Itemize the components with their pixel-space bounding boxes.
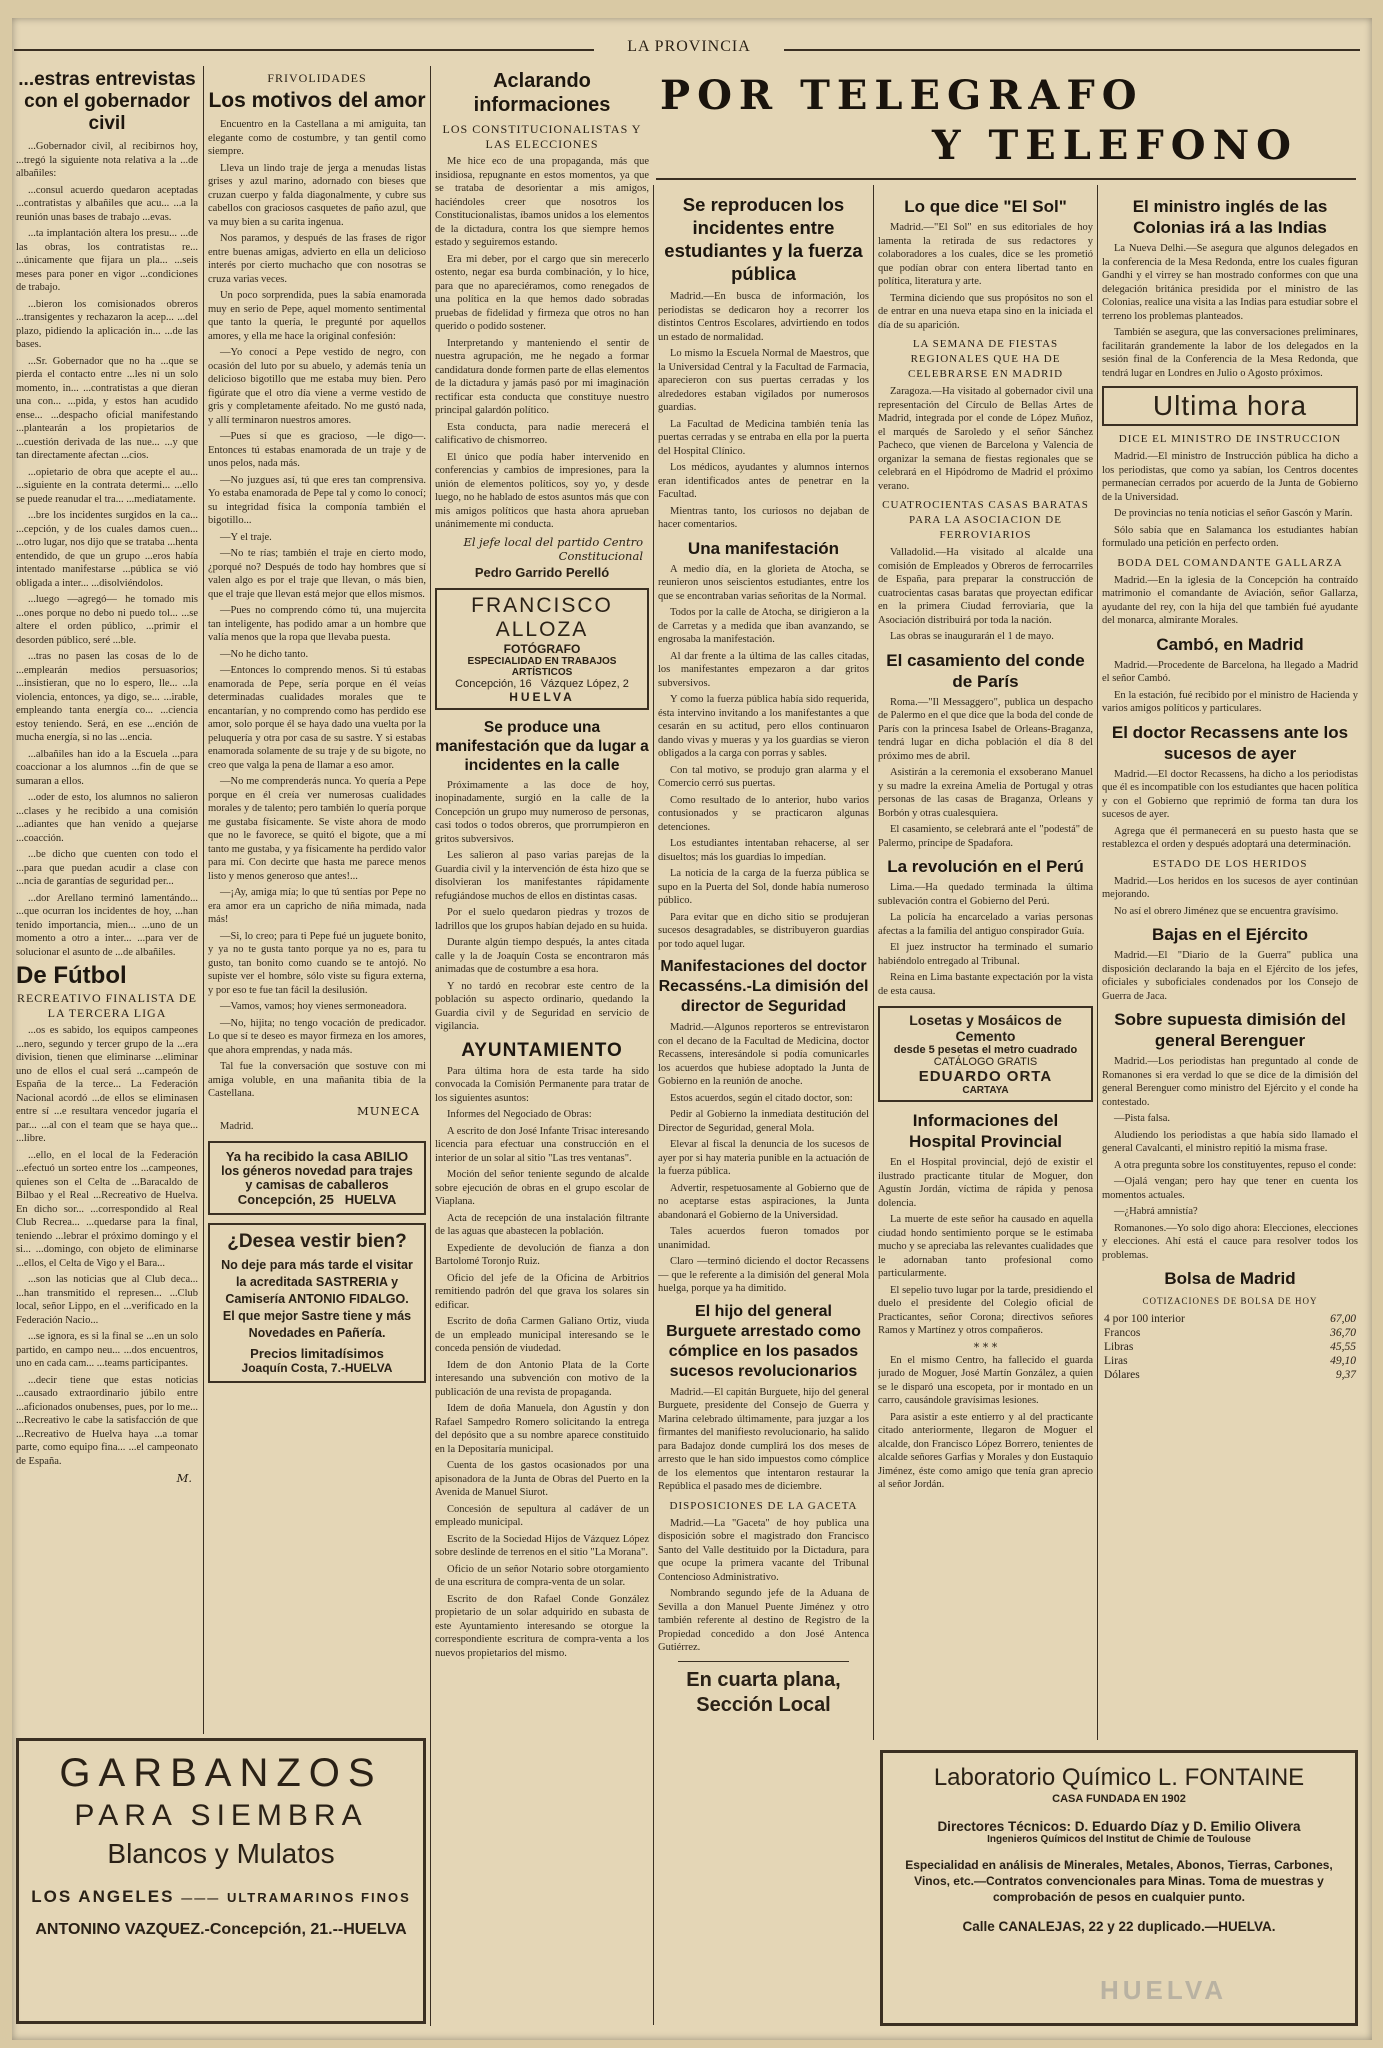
paragraph: Tal fue la conversación que sostuve con mi amiga voluble, en una mañanita tibia de la Castellana. <box>208 1061 426 1099</box>
paragraph: —Pues sí que es gracioso, —le digo—. Entonces tú estabas enamorada de un traje y de unos pelos, nada más. <box>208 431 426 469</box>
headline-una-manifestacion: Una manifestación <box>687 538 840 558</box>
paragraph: Advertir, respetuosamente al Gobierno que de no aceptarse estas aspiraciones, la Junta abandonará el Gobierno de la Universidad. <box>658 1182 869 1221</box>
paragraph: —¿Habrá amnistía? <box>1114 1206 1198 1217</box>
headline-hospital-provincial: Informaciones del Hospital Provincial <box>908 1111 1063 1151</box>
paragraph: Madrid.—Algunos reporteros se entrevistaron con el decano de la Facultad de Medicina, doctor Recassens, interesándole si podía comunicarles los acuerdos que hubiese adoptado la Junta de Gobierno en la reunión de anoche. <box>658 1022 869 1087</box>
paragraph: Claro —terminó diciendo el doctor Recassens— que le referente a la dimisión del general Mola huelga, porque ya ha dimitido. <box>658 1256 869 1294</box>
paragraph: ...ta implantación altera los presu... ...de las obras, los contratistas re... ...únicamente que fijara un pla... ...seis meses para poner en vigor ...condiciones de trabajo. <box>16 228 198 293</box>
paragraph: —Entonces lo comprendo menos. Si tú estabas enamorada de Pepe, sería porque en él veías determinadas cualidades morales que te encantarían, y no comprendo como has perdido ese amor, solo porque él se haya dado una vuelta por la peluquería y otra por casa de su sastre. Y si estabas enamorada solamente de su traje y de su bigote, no creo que valga la pena de llamar a eso amor. <box>208 665 426 771</box>
paragraph: Valladolid.—Ha visitado al alcalde una comisión de Empleados y Obreros de ferrocarriles de España, para preparar la construcción de cuatrocientas casas baratas que proyectan edificar en la primera Ciudad ferroviaria, que la Asociación distribuirá por toda la nación. <box>878 547 1093 626</box>
paragraph: Escrito de don Rafael Conde González propietario de un solar adquirido en subasta de este Ayuntamiento interesando se otorgue la correspondiente escritura de compra-venta a los nuevos propietarios del mismo. <box>435 1593 649 1659</box>
paragraph: Mientras tanto, los curiosos no dejaban de hacer comentarios. <box>658 505 869 530</box>
paragraph: El juez instructor ha terminado el sumario habiéndolo entregado al Tribunal. <box>878 942 1093 967</box>
ad-line: Ya ha recibido la casa ABILIO <box>225 1149 409 1164</box>
headline-bajas-ejercito: Bajas en el Ejército <box>1152 925 1308 944</box>
bolsa-value: 9,37 <box>1335 1369 1356 1381</box>
paragraph: Pedir al Gobierno la inmediata destitución del Director de Seguridad, general Mola. <box>658 1109 869 1134</box>
paragraph: En el mismo Centro, ha fallecido el guarda jurado de Moguer, José Martín González, a quien se le disparó una escopeta, por ir montado en un carro, causándole gravísimas lesiones. <box>878 1354 1093 1406</box>
headline-incidentes-estudiantes: Se reproducen los incidentes entre estudiantes y la fuerza pública <box>664 194 863 284</box>
paragraph: A escrito de don José Infante Trisac interesando licencia para efectuar una construcción en el interior de un solar al sitio "Las tres ventanas". <box>435 1125 649 1164</box>
paragraph: Madrid.—El "Diario de la Guerra" publica una disposición declarando la baja en el Ejército de los jefes, oficiales y suboficiales condenados por los Consejo de Guerra de Jaca. <box>1102 950 1358 1002</box>
paragraph: No así el obrero Jiménez que se encuentra gravísimo. <box>1114 905 1339 917</box>
paragraph: Por el suelo quedaron piedras y trozos de ladrillos que los grupos habían dejado en su huida. <box>435 907 649 932</box>
banner-line2: Y TELEFONO <box>932 122 1298 169</box>
paragraph: Nos paramos, y después de las frases de rigor entre buenas amigas, advierto en ella un delicioso interés por cierto muchacho que con nosotras se cruza varias veces. <box>208 233 426 285</box>
headline-recassens-dimision: Manifestaciones del doctor Recasséns.-La dimisión del director de Seguridad <box>658 958 869 1015</box>
paragraph: ...se ignora, es si la final se ...en un solo partido, en campo neu... ...dos encuentros, uno en cada cam... ...teams participantes. <box>16 1331 198 1369</box>
ad-line: los géneros novedad para trajes y camisas de caballeros <box>221 1164 413 1192</box>
paragraph: Y no tardó en recobrar este centro de la población su aspecto ordinario, quedando la Guardia civil y de Seguridad en servicio de vigilancia. <box>435 980 649 1032</box>
table-row <box>1102 1354 1358 1368</box>
paragraph: Agrega que él permanecerá en su puesto hasta que se restablezca el orden y después adoptará una determinación. <box>1102 825 1358 850</box>
paragraph: Madrid.—El doctor Recassens, ha dicho a los periodistas que él es incompatible con los estudiantes que hacen política y con el Gobierno que reprimió de forma tan dura los sucesos de ayer. <box>1102 768 1358 820</box>
paragraph: Lima.—Ha quedado terminada la última sublevación contra el Gobierno del Perú. <box>878 882 1093 907</box>
headline-hijo-burguete: El hijo del general Burguete arrestado como cómplice en los pasados sucesos revolucionarios <box>666 1302 861 1380</box>
paragraph: ...ello, en el local de la Federación ...efectuó un sorteo entre los ...campeones, quienes son el Celta de ...Baracaldo de Bilbao y el Real ...Recreativo de Huelva. En dicho sor... ...correspondido al Real Club Recrea... ...quedarse para la final, teniendo ...lebrar el próximo domingo y el si... ...domingo, con objeto de eliminarse ...ellos, el Celta de Vigo y el Bara... <box>16 1149 198 1269</box>
paragraph: —Pues no comprendo cómo tú, una mujercita tan inteligente, has podido amar a un hombre que valía menos que la ropa que llevaba puesta. <box>208 605 426 643</box>
paragraph: Era mi deber, por el cargo que sin merecerlo ostento, negar esa burda combinación, y lo hice, para que no apareciéramos, como renegados de una política en la que hemos dado sobradas pruebas de fidelidad y firmeza que otros no han querido o podido sostener. <box>435 253 649 332</box>
headline-lo-que-dice-el-sol: Lo que dice "El Sol" <box>904 197 1067 216</box>
paragraph: Con tal motivo, se produjo gran alarma y el Comercio cerró sus puertas. <box>658 764 869 789</box>
paragraph: Los estudiantes intentaban rehacerse, al ser disueltos; más los guardias lo impedían. <box>658 838 869 863</box>
subhead-cotizaciones: COTIZACIONES DE BOLSA DE HOY <box>1142 1296 1318 1306</box>
headline-aclarando-informaciones: Aclarando informaciones <box>473 70 611 116</box>
headline-ministro-ingles-indias: El ministro inglés de las Colonias irá a las Indias <box>1132 197 1328 237</box>
paragraph: Asistirán a la ceremonia el exsoberano Manuel y su madre la exreina Amelia de Portugal y otras personas de las casas de Braganza, Orleans y Borbón y otras cualesquiera. <box>878 767 1093 819</box>
paragraph: A otra pregunta sobre los constituyentes, repuso el conde: <box>1114 1159 1357 1171</box>
ad-line: Especialidad en análisis de Minerales, Metales, Abonos, Tierras, Carbones, Vinos, etc.—Contratos convencionales para Minas. Toma de muestras y comprobación de pesos en cualquier punto. <box>905 1858 1333 1904</box>
paragraph: La policía ha encarcelado a varias personas afectas a la familia del antiguo conspirador Guía. <box>878 912 1093 937</box>
paragraph: —Vamos, vamos; hoy vienes sermoneadora. <box>220 1001 407 1012</box>
paragraph: —No juzgues así, tú que eres tan comprensiva. Yo estaba enamorada de Pepe tal y como lo conocí; su integridad física la componía también el bigotillo... <box>208 474 426 526</box>
table-row <box>1102 1368 1358 1382</box>
paragraph: Oficio del jefe de la Oficina de Arbitrios remitiendo padrón del que grava los solares sin edificar. <box>435 1272 649 1311</box>
paragraph: Madrid.—Los heridos en los sucesos de ayer continúan mejorando. <box>1102 875 1358 900</box>
paragraph: La Facultad de Medicina también tenía las puertas cerradas y se entraba en ella por la puerta del Hospital Clínico. <box>658 418 869 457</box>
ad-losetas-mosaicos <box>878 1006 1093 1102</box>
paragraph: Madrid.—En la iglesia de la Concepción ha contraído matrimonio el comandante de Aviación, señor Gallarza, ayudante del rey, con la hija del que también fué ayudante del monarca, almirante Morales. <box>1102 574 1358 626</box>
paragraph: —Ojalá vengan; pero hay que tener en cuenta los momentos actuales. <box>1102 1176 1358 1201</box>
paragraph: Romanones.—Yo solo digo ahora: Elecciones, elecciones y elecciones. Ahí está el cauce para resolver todos los problemas. <box>1102 1222 1358 1261</box>
bolsa-label: Libras <box>1104 1341 1134 1353</box>
ad-address: Vázquez López, 2 <box>540 677 629 690</box>
column-3 <box>435 66 649 2026</box>
paragraph: Expediente de devolución de fianza a don Bartolomé Toronjo Ruiz. <box>435 1242 649 1267</box>
paragraph: Para última hora de esta tarde ha sido convocada la Comisión Permanente para tratar de los siguientes asuntos: <box>435 1065 649 1104</box>
ad-abilio <box>208 1141 426 1215</box>
ad-address: Concepción, 16 <box>455 677 532 690</box>
paragraph: —Si, lo creo; para ti Pepe fué un juguete bonito, y ya no te gusta tanto porque ya no es, para tu gusto, tan bonito como cuando se te antojó. No supiste ver el hombre, sólo viste su figura externa, y por eso te fue tan fácil la desilusión. <box>208 930 426 996</box>
ad-line: No deje para más tarde el visitar la acreditada SASTRERIA y Camisería ANTONIO FIDALGO. El que mejor Sastre tiene y más Novedades en Pañería. <box>221 1258 413 1340</box>
paragraph: Interpretando y manteniendo el sentir de nuestra agrupación, me he negado a formar candidatura donde formen parte de ellas elementos de la dictadura y jamás pasó por mi imaginación rectificar esta conducta que constituye nuestro principal galardón político. <box>435 337 649 416</box>
paragraph: ...os es sabido, los equipos campeones ...nero, segundo y tercer grupo de la ...era division, tienen que eliminarse ...eliminar uno de ellos el cual será ...campeón de España de la terce... La Federación Nacional acordó ...de ellos se eliminasen entre sí ...e resultara vencedor jugaría el par... ...al con el team que se haya que... ...libre. <box>16 1025 198 1144</box>
subhead-boda-gallarza: BODA DEL COMANDANTE GALLARZA <box>1117 556 1343 569</box>
subhead-recreativo-finalista: RECREATIVO FINALISTA DE LA TERCERA LIGA <box>16 991 198 1020</box>
ad-address: ANTONINO VAZQUEZ.-Concepción, 21.--HUELVA <box>35 1921 407 1938</box>
masthead <box>14 38 1360 60</box>
headline-dimision-berenguer: Sobre supuesta dimisión del general Berenguer <box>1114 1010 1346 1050</box>
ad-alloza <box>435 588 649 710</box>
paragraph: Próximamente a las doce de hoy, inopinadamente, surgió en la calle de la Concepción un grupo muy numeroso de personas, casi todos o todos obreros, que prorrumpieron en gritos subversivos. <box>435 779 649 845</box>
paragraph: Para asistir a este entierro y al del practicante citado anteriormente, llegaron de Moguer el alcalde, don Francisco López Borrero, tenientes de alcalde señores Garfias y Morales y don Eustaquio Jiménez, éste como amigo que tenía gran aprecio al señor Jordán. <box>878 1411 1093 1490</box>
paragraph: Lo mismo la Escuela Normal de Maestros, que la Universidad Central y la Facultad de Farmacia, aparecieron con sus puertas cerradas y los alrededores estaban vigilados por numerosos guardias. <box>658 348 869 413</box>
ad-city: CARTAYA <box>962 1085 1009 1096</box>
paragraph: Madrid.—Procedente de Barcelona, ha llegado a Madrid el señor Cambó. <box>1102 659 1358 684</box>
paragraph: —Yo conocí a Pepe vestido de negro, con ocasión del luto por su abuelo, y además tenía un delicioso bigotillo que me estaba muy bien. Pero figúrate que el otro día viene a verme vestido de gris y completamente afeitado. No me gustó nada, y allí terminaron nuestros amores. <box>208 347 426 426</box>
paragraph: De provincias no tenía noticias el señor Gascón y Marín. <box>1114 508 1353 519</box>
section-frivolidades: FRIVOLIDADES <box>267 71 367 85</box>
ad-line: Laboratorio Químico L. FONTAINE <box>933 1764 1305 1791</box>
paragraph: Zaragoza.—Ha visitado al gobernador civil una representación del Círculo de Bellas Artes de Madrid, integrada por el conde de López Muñoz, el marqués de Saroledo y el señor Sánchez Pacheco, que vienen de Barcelona y Valencia de organizar la semana de fiestas regionales que se celebrará en el Hipódromo de Madrid el próximo verano. <box>878 386 1093 492</box>
banner-line1: POR TELEGRAFO <box>660 72 1144 119</box>
paragraph: ...tras no pasen las cosas de lo de ...emplearán medios persuasorios; ...insistieran, que no lo espero, lle... ...la violencia, entonces, ya digo, se... ...irable, empleando tanta energía co... ...ciencia estoy teniendo. Será, en ese ...ención de mucha energía, si no las ...encia. <box>16 651 198 743</box>
column-rule <box>1097 185 1098 1740</box>
paragraph: ...albañiles han ido a la Escuela ...para coaccionar a los alumnos ...fin de que se sumaran a ellos. <box>16 748 198 787</box>
section-separator: * * * <box>973 1340 998 1354</box>
ad-line: ESPECIALIDAD EN TRABAJOS ARTÍSTICOS <box>467 655 617 678</box>
column-4 <box>658 190 869 2026</box>
paragraph: La Nueva Delhi.—Se asegura que algunos delegados en la conferencia de la Mesa Redonda, entre los cuales figuran Gandhi y el virrey se han mostrado conformes con que una delegación británica presidida por el ministro de las Colonias, realice una visita a las Indias para estudiar sobre el terreno los problemas planteados. <box>1102 243 1358 322</box>
paragraph: Un poco sorprendida, pues la sabía enamorada muy en serio de Pepe, aquel momento sentimental que tanto la quería, le pregunté por aquellos amores, y ella me hace la original confesión: <box>208 290 426 342</box>
paragraph: ...Gobernador civil, al recibirnos hoy, ...tregó la siguiente nota relativa a la ...de albañiles: <box>16 141 198 179</box>
ad-line: CATÁLOGO GRATIS <box>933 1056 1038 1068</box>
ad-fidalgo <box>208 1223 426 1383</box>
table-row <box>1102 1326 1358 1340</box>
paragraph: En el Hospital provincial, dejó de existir el ilustrado practicante titular de Moguer, don Agustín Jordán, víctima de rápida y penosa dolencia. <box>878 1157 1093 1209</box>
paragraph: Como resultado de lo anterior, hubo varios contusionados y se practicaron algunas detenciones. <box>658 794 869 833</box>
ad-city: HUELVA <box>344 1192 397 1207</box>
ad-garbanzos: GARBANZOS PARA SIEMBRA Blancos y Mulatos LOS ANGELES ——— ULTRAMARINOS FINOS ANTONINO VAZQUEZ.-Concepción, 21.--HUELVA <box>16 1738 426 2024</box>
ad-line: PARA SIEMBRA <box>74 1799 368 1832</box>
paragraph: ...bieron los comisionados obreros ...transigentes y rechazaron la acep... ...del plazo, pidiendo la aplicación in... ...de las bases. <box>16 298 198 350</box>
column-rule <box>203 66 204 1734</box>
bolsa-value: 36,70 <box>1330 1327 1356 1339</box>
headline-de-futbol: De Fútbol <box>16 962 127 989</box>
paragraph: La noticia de la carga de la fuerza pública se supo en la Puerta del Sol, donde había numeroso público. <box>658 868 869 906</box>
paragraph: ...be dicho que cuenten con todo el ...para que puedan acudir a clase con ...ncia de garantías de seguridad per... <box>16 849 198 887</box>
paragraph: Estos acuerdos, según el citado doctor, son: <box>670 1092 853 1104</box>
column-6 <box>1102 190 1358 1740</box>
subhead-casas-baratas: CUATROCIENTAS CASAS BARATAS PARA LA ASOCIACION DE FERROVIARIOS <box>882 499 1089 541</box>
paragraph: El único que podía haber intervenido en conferencias y cambios de impresiones, para la unión de elementos políticos, soy yo, y desde luego, no he hablado de estos asuntos más que con mis amigos políticos que hasta ahora aprueban unánimemente mi conducta. <box>435 451 649 530</box>
paragraph: Madrid.—En busca de información, los periodistas se dedicaron hoy a recorrer los distintos Centros Escolares, advirtiendo en todos un estado de normalidad. <box>658 291 869 343</box>
paragraph: Nombrando segundo jefe de la Aduana de Sevilla a don Manuel Puente Jiménez y otro también referente al destino de Registro de la Propiedad concedido a don José Antenca Gutiérrez. <box>658 1588 869 1653</box>
paragraph: Madrid.—La "Gaceta" de hoy publica una disposición sobre el magistrado don Francisco Santo del Valle destituido por la Dictadura, para que ocupe la primera vacante del Tribunal Contencioso Administrativo. <box>658 1517 869 1583</box>
bolsa-label: Liras <box>1104 1355 1128 1367</box>
paragraph: A medio día, en la glorieta de Atocha, se reunieron unos seiscientos estudiantes, entre los que se encontraban varias señoritas de la Normal. <box>658 563 869 602</box>
paragraph: Concesión de sepultura al cadáver de un empleado municipal. <box>435 1503 649 1528</box>
paragraph: Esta conducta, para nadie merecerá el calificativo de chismorreo. <box>435 421 649 446</box>
masthead-title: LA PROVINCIA <box>594 38 784 56</box>
paragraph: Madrid.—"El Sol" en sus editoriales de hoy lamenta la retirada de sus redactores y colaboradores a los cuales, dice se les prometió que podían obrar con entera libertad tanto en política, literatura y arte. <box>878 222 1093 287</box>
paragraph: Aludiendo los periodistas a que había sido llamado el general Cavalcanti, el ministro repitió la misma frase. <box>1102 1129 1358 1154</box>
paragraph: Lleva un lindo traje de jerga a menudas listas grises y azul marino, adornado con bieses que cruzan cuerpo y falda diagonalmente, y cubre sus cabellos con graciosos casquetes de paño azul, que va muy bien a su carita ingenua. <box>208 162 426 228</box>
column-1 <box>16 66 198 1736</box>
bolsa-table <box>1102 1312 1358 1382</box>
headline-cambo-madrid: Cambó, en Madrid <box>1156 634 1304 654</box>
headline-casamiento-conde-paris: El casamiento del conde de París <box>886 650 1085 691</box>
paragraph: Escrito de doña Carmen Galiano Ortiz, viuda de un empleado municipal interesando se le conceda pensión de viudedad. <box>435 1316 649 1354</box>
bolsa-label: 4 por 100 interior <box>1104 1313 1185 1325</box>
paragraph: En la estación, fué recibido por el ministro de Hacienda y varios amigos políticos y particulares. <box>1102 689 1358 714</box>
paragraph: ...son las noticias que al Club deca... ...han transmitido el represen... ...Club local, señor Lippo, en el ...verificado en la Federación Nacio... <box>16 1274 198 1326</box>
ad-city: HUELVA <box>509 689 575 704</box>
ad-line: FRANCISCO ALLOZA <box>471 593 613 641</box>
bolsa-value: 49,10 <box>1330 1355 1356 1367</box>
paragraph: Reina en Lima bastante expectación por la vista de esta causa. <box>878 972 1093 997</box>
paragraph: Escrito de la Sociedad Hijos de Vázquez López sobre deslinde de terrenos en el sitio "La Morana". <box>435 1533 649 1558</box>
ad-line: desde 5 pesetas el metro cuadrado <box>893 1044 1078 1056</box>
paragraph: Madrid.—El ministro de Instrucción pública ha dicho a los periodistas, que como ya sabían, los Centros docentes permanecían cerrados por acuerdo de la Junta de Gobierno de la Universidad. <box>1102 451 1358 503</box>
paragraph: La muerte de este señor ha causado en aquella ciudad hondo sentimiento porque se le estimaba mucho y se apreciaba las relevantes cualidades que le adornaban tanto profesional como particularmente. <box>878 1214 1093 1279</box>
paragraph: Y como la fuerza pública había sido requerida, ésta intervino invitando a los manifestantes a que cesarán en su actitud, pero ellos continuaron dando vivas y mueras y ya los guardias se vieron obligados a la carga con porras y sables. <box>658 694 869 759</box>
paragraph: Para evitar que en dicho sitio se produjeran sucesos desagradables, se distribuyeron guardias por todo aquel lugar. <box>658 911 869 950</box>
ad-line: Precios limitadísimos <box>250 1346 384 1361</box>
paragraph: —No te rías; también el traje en cierto modo, ¿porqué no? Después de todo hay hombres que sí valen algo es por el traje que llevan, o más bien, que el traje que llevan está mejor que ellos mismos. <box>208 548 426 600</box>
paragraph: —Y el traje. <box>220 531 272 543</box>
ad-line: EDUARDO ORTA <box>918 1068 1053 1085</box>
paragraph: Durante algún tiempo después, la antes citada calle y la de Joaquín Costa se encontraron más animadas que de costumbre a esa hora. <box>435 937 649 975</box>
ad-line: Directores Técnicos: D. Eduardo Díaz y D. Emilio Olivera <box>937 1819 1301 1834</box>
paragraph: Tales acuerdos fueron tomados por unanimidad. <box>658 1226 869 1251</box>
paragraph: ...opietario de obra que acepte el au... ...siguiente en la contrata determi... ...ello se puede reanudar el tra... ...mediatamente. <box>16 466 198 505</box>
paragraph: También se asegura, que las conversaciones preliminares, facilitarán grandemente la labor de los delegados en la sesión final de la Conferencia de la Mesa Redonda, que tendrá lugar en Londres en Julio o Agosto próximos. <box>1102 327 1358 379</box>
paragraph: Termina diciendo que sus propósitos no son el de entrar en una nueva etapa sino en la iniciada el día de su aparición. <box>878 292 1093 331</box>
column-2 <box>208 66 426 1736</box>
paragraph: ...oder de esto, los alumnos no salieron ...clases y he recibido a una comisión ...adiantes que han venido a quejarse ...coacción. <box>16 792 198 844</box>
ad-line: Blancos y Mulatos <box>107 1838 335 1869</box>
bolsa-label: Francos <box>1104 1327 1141 1339</box>
paragraph: El casamiento, se celebrará ante el "podestá" de Palermo, príncipe de Spadafora. <box>878 824 1093 849</box>
subhead-ministro-instruccion: DICE EL MINISTRO DE INSTRUCCION <box>1118 433 1342 445</box>
headline-motivos-amor: Los motivos del amor <box>208 89 426 112</box>
paragraph: Oficio de un señor Notario sobre otorgamiento de una escritura de compra-venta de un solar. <box>435 1563 649 1588</box>
column-rule <box>873 185 874 1740</box>
divider <box>678 1661 849 1662</box>
bolsa-value: 45,55 <box>1330 1341 1356 1353</box>
headline-revolucion-peru: La revolución en el Perú <box>887 857 1084 876</box>
paragraph: Informes del Negociado de Obras: <box>447 1109 592 1120</box>
paragraph: Madrid.—El capitán Burguete, hijo del general Burguete, presidente del Consejo de Guerra y Marina celebrado últimamente, para juzgar a los firmantes del manifiesto revolucionario, ha salido para Badajoz donde cumplirá los dos meses de arresto que le han sido impuestos como cómplice de los elementos que intentaron restaurar la República el pasado mes de diciembre. <box>658 1386 869 1492</box>
paragraph: ...luego —agregó— he tomado mis ...ones porque no debo ni puedo tol... ...se altere el orden público, ...primir el desorden público, seré ...ble. <box>16 594 198 646</box>
bolsa-label: Dólares <box>1104 1369 1140 1381</box>
paragraph: —¡Ay, amiga mía; lo que tú sentías por Pepe no era amor era un capricho de niña mimada, nada más! <box>208 887 426 925</box>
ad-line: ULTRAMARINOS FINOS <box>226 1890 411 1905</box>
archive-watermark: HUELVA <box>1100 1975 1228 2005</box>
paragraph: Cuenta de los gastos ocasionados por una apisonadora de la Junta de Obras del Puerto en la Avenida de Manuel Siurot. <box>435 1460 649 1498</box>
paragraph: Madrid.—Los periodistas han preguntado al conde de Romanones si era verdad lo que se dice de la dimisión del general Berenguer como ministro del Ejército y el conde ha contestado. <box>1102 1056 1358 1108</box>
ad-line: LOS ANGELES <box>31 1887 175 1906</box>
paragraph: —No, hijita; no tengo vocación de predicador. Lo que sí te deseo es mayor firmeza en los amores, que ahora emprendas, y nada más. <box>208 1017 426 1056</box>
paragraph: ...decir tiene que estas noticias ...causado extraordinario júbilo entre ...aficionados onubenses, pues, por lo me... ...Recreativo le cabe la satisfacción de que ...Recreativo de Huelva haya ...a tomar parte, como equipo fina... ...el campeonato de España. <box>16 1374 198 1467</box>
column-rule <box>430 66 431 2026</box>
signature-muneca: MUNECA <box>356 1103 420 1118</box>
paragraph: ...bre los incidentes surgidos en la ca... ...cepción, y de los cuales damos cuen... ...otro lugar, nos dijo que se trataba ...henta entendido, de que un grupo ...eros había intentado manifestarse ...pública se vió obligada a inter... ...disolviéndolos. <box>16 510 198 589</box>
column-rule <box>653 185 654 2025</box>
paragraph: ...Sr. Gobernador que no ha ...que se pierda el contacto entre ...les ni un solo momento, in... ...contratistas a que dieran una con... ...pida, y estos han acudido ense... ...despacho oficial manifestando ...plantearán a los propietarios de ...cuestión derivada de las nue... ...y que tan directamente afectan ...cios. <box>16 355 198 461</box>
headline-ayuntamiento: AYUNTAMIENTO <box>461 1039 623 1061</box>
ad-line: Ingenieros Químicos del Institut de Chimie de Toulouse <box>987 1834 1251 1845</box>
paragraph: Les salieron al paso varias parejas de la Guardia civil y la intervención de ésta hizo que se disolvieran los manifestantes rápidamente refugiándose muchos de ellos en distintas casas. <box>435 850 649 902</box>
paragraph: El sepelio tuvo lugar por la tarde, presidiendo el duelo el presidente del Colegio oficial de Practicantes, señor Corona; directivos señores Ramos y Martínez y otros compañeros. <box>878 1284 1093 1336</box>
ad-line: Losetas y Mosáicos de Cemento <box>909 1012 1062 1044</box>
paragraph: Idem de doña Manuela, don Agustín y don Rafael Sampedro Romero solicitando la entrega del depósito que a su nombre aparece constituido en la Depositaría municipal. <box>435 1403 649 1455</box>
paragraph: —No he dicho tanto. <box>220 648 309 660</box>
paragraph: Elevar al fiscal la denuncia de los sucesos de ayer por si hay materia punible en la actuación de la fuerza pública. <box>658 1139 869 1177</box>
paragraph: Las obras se inaugurarán el 1 de mayo. <box>890 631 1054 642</box>
ad-line: CASA FUNDADA EN 1902 <box>1052 1793 1186 1805</box>
ad-line: FOTÓGRAFO <box>503 641 581 656</box>
headline-ultima-hora: Ultima hora <box>1102 386 1358 426</box>
column-5 <box>878 190 1093 1740</box>
signature: M. <box>176 1471 192 1485</box>
signature-name: Pedro Garrido Perelló <box>474 564 610 580</box>
dateline: Madrid. <box>220 1120 254 1132</box>
headline-recassens-sucesos: El doctor Recassens ante los sucesos de ayer <box>1111 722 1349 763</box>
headline-bolsa-madrid: Bolsa de Madrid <box>1164 1269 1296 1288</box>
table-row <box>1102 1340 1358 1354</box>
footer-cuarta-plana: En cuarta plana, Sección Local <box>686 1668 841 1716</box>
paragraph: Idem de don Antonio Plata de la Corte interesando una subvención con motivo de la publicación de una revista de propaganda. <box>435 1359 649 1398</box>
ad-address: Calle CANALEJAS, 22 y 22 duplicado.—HUELVA. <box>962 1919 1276 1934</box>
paragraph: Los médicos, ayudantes y alumnos internos eran identificados antes de penetrar en la Facultad. <box>658 462 869 500</box>
ad-address: Joaquín Costa, 7.-HUELVA <box>241 1361 393 1375</box>
subhead-estado-heridos: ESTADO DE LOS HERIDOS <box>1152 857 1308 870</box>
signature-title: El jefe local del partido Centro Constitucional <box>463 534 643 563</box>
paragraph: Moción del señor teniente segundo de alcalde sobre ejecución de obras en el grupo escolar de Viaplana. <box>435 1169 649 1207</box>
paragraph: Me hice eco de una propaganda, más que insidiosa, repugnante en estos momentos, ya que se trataba de desorientar a mis amigos, haciéndoles creer que nosotros los Constitucionalistas, íbamos unidos a los elementos de la dictadura, contra los que siempre hemos estado y seguiremos estando. <box>435 156 649 248</box>
subhead-constitucionalistas: LOS CONSTITUCIONALISTAS Y LAS ELECCIONES <box>442 122 642 151</box>
headline-manifestacion-calle: Se produce una manifestación que da lugar a incidentes en la calle <box>435 718 649 774</box>
paragraph: Todos por la calle de Atocha, se dirigieron a la de Carretas y a medida que iban avanzando, se engrosaba la manifestación. <box>658 607 869 645</box>
paragraph: Acta de recepción de una instalación filtrante de las aguas que abastecen la población. <box>435 1212 649 1237</box>
paragraph: Sólo sabía que en Salamanca los estudiantes habían formulado una petición en perfecto orden. <box>1102 524 1358 549</box>
headline-entrevistas-gobernador: ...estras entrevistas con el gobernador civil <box>18 69 196 134</box>
paragraph: Roma.—"Il Messaggero", publica un despacho de Palermo en el que dice que la boda del conde de París con la princesa Isabel de Orleans-Braganza, tendrá lugar en dicha población el día 8 del próximo mes de abril. <box>878 696 1093 762</box>
paragraph: ...consul acuerdo quedaron aceptadas ...contratistas y albañiles que acu... ...a la reunión unas bases de trabajo ...evas. <box>16 184 198 223</box>
paragraph: Al dar frente a la última de las calles citadas, los manifestantes empezaron a dar gritos subversivos. <box>658 650 869 689</box>
paragraph: ...dor Arellano terminó lamentándo... ...que ocurran los incidentes de hoy, ...han tenido importancia, mien... ...uno de un momento a otro a inter... ...para ver de solucionar el asunto de ...de albañiles. <box>16 892 198 958</box>
ad-line: GARBANZOS <box>59 1751 383 1795</box>
paragraph: Encuentro en la Castellana a mi amiguita, tan elegante como de costumbre, y tan gentil como siempre. <box>208 119 426 157</box>
table-row <box>1102 1312 1358 1326</box>
paragraph: —Pista falsa. <box>1114 1113 1170 1124</box>
ad-address: Concepción, 25 <box>237 1192 334 1207</box>
ad-line: ¿Desea vestir bien? <box>227 1231 407 1252</box>
bolsa-value: 67,00 <box>1330 1313 1356 1325</box>
paragraph: —No me comprenderás nunca. Yo quería a Pepe porque en él creía ver numerosas cualidades morales y de talento; pero también lo quería porque me gustaba físicamente. Se viste ahora de modo que no le favorece, se quitó el bigote, que a mí tanto me gustaba, y ya físicamente ha perdido valor para mí. Con decirte que hasta me parece menos listo y menos generoso que antes!... <box>208 776 426 882</box>
subhead-semana-fiestas: LA SEMANA DE FIESTAS REGIONALES QUE HA DE CELEBRARSE EN MADRID <box>907 338 1064 380</box>
banner-rule <box>656 178 1356 180</box>
subhead-disposiciones-gaceta: DISPOSICIONES DE LA GACETA <box>669 1499 858 1512</box>
